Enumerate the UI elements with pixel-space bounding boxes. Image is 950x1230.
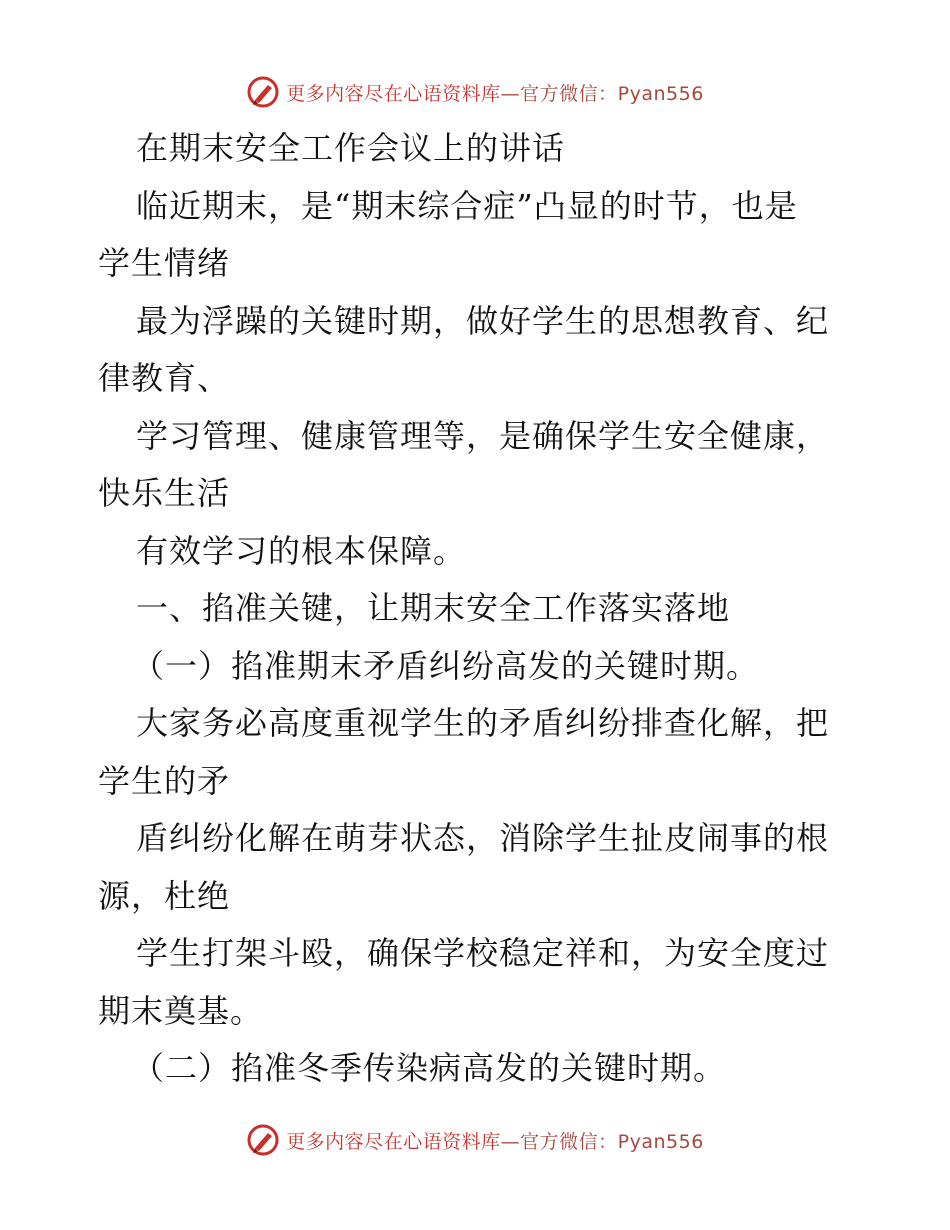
header-banner-wechat: 官方微信：Pyan556	[520, 82, 704, 105]
header-banner-separator: —	[500, 82, 521, 105]
paragraph-line: 学生打架斗殴，确保学校稳定祥和，为安全度过	[136, 934, 830, 972]
header-banner-title: 更多内容尽在心语资料库	[286, 82, 501, 105]
paragraph-line: 源，杜绝	[98, 876, 231, 915]
subsection-heading: （一）掐准期末矛盾纠纷高发的关键时期。	[132, 646, 760, 685]
paragraph-line: 大家务必高度重视学生的矛盾纠纷排查化解，把	[136, 704, 830, 742]
subsection-heading: （二）掐准冬季传染病高发的关键时期。	[132, 1049, 727, 1087]
document-body	[98, 120, 858, 1098]
paragraph-line: 有效学习的根本保障。	[136, 531, 467, 570]
footer-banner-title: 更多内容尽在心语资料库	[286, 1130, 501, 1153]
paragraph-line: 学生的矛	[98, 761, 231, 800]
paragraph-line: 最为浮躁的关键时期，做好学生的思想教育、纪	[136, 301, 830, 340]
paragraph-line: 学习管理、健康管理等，是确保学生安全健康，	[136, 416, 830, 455]
section-heading: 一、掐准关键，让期末安全工作落实落地	[136, 589, 731, 627]
header-banner	[0, 72, 950, 112]
footer-banner-wechat: 官方微信：Pyan556	[520, 1130, 704, 1153]
header-banner-text	[286, 79, 704, 106]
paragraph-line: 盾纠纷化解在萌芽状态，消除学生扯皮闹事的根	[136, 819, 830, 857]
paragraph-line: 律教育、	[98, 359, 231, 397]
pen-logo-icon	[246, 75, 280, 109]
paragraph-line: 期末奠基。	[98, 991, 264, 1030]
paragraph-line: 临近期末，是“期末综合症”凸显的时节，也是	[136, 186, 798, 225]
paragraph-line: 快乐生活	[98, 474, 231, 512]
footer-banner-text	[286, 1127, 704, 1154]
pen-logo-icon	[246, 1123, 280, 1157]
footer-banner	[0, 1120, 950, 1160]
footer-banner-separator: —	[500, 1130, 521, 1153]
document-title: 在期末安全工作会议上的讲话	[136, 129, 566, 167]
paragraph-line: 学生情绪	[98, 244, 231, 282]
